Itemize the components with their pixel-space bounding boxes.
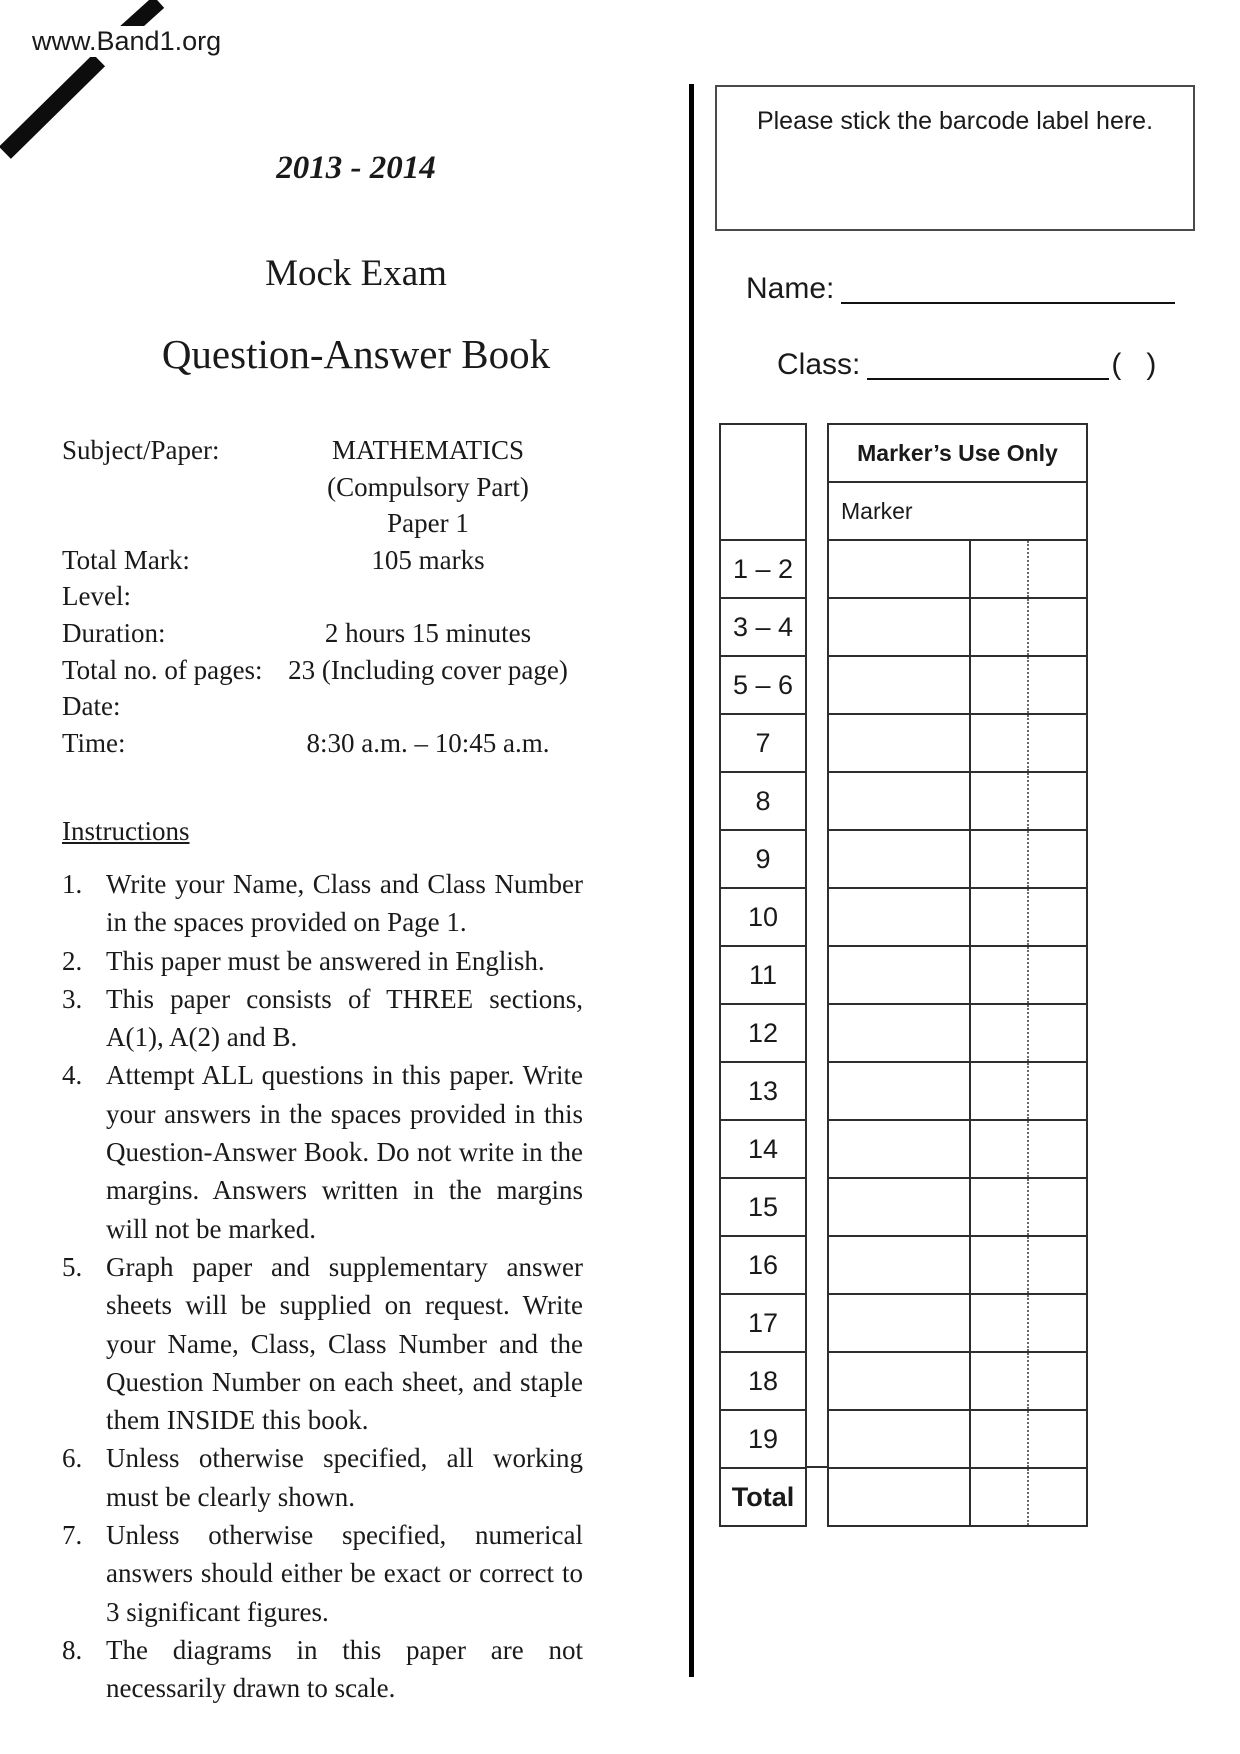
marker-row xyxy=(827,1003,1088,1063)
info-value: 8:30 a.m. – 10:45 a.m. xyxy=(306,727,550,758)
info-row xyxy=(62,578,602,615)
instruction-text: This paper consists of THREE sections, A(1), A(2) and B. xyxy=(106,983,583,1053)
marker-row xyxy=(827,1177,1088,1237)
table-gap-line xyxy=(805,1466,829,1468)
instructions-heading: Instructions xyxy=(62,816,190,846)
question-cell: 19 xyxy=(719,1409,807,1469)
instruction-text: Write your Name, Class and Class Number in the spaces provided on Page 1. xyxy=(106,869,583,938)
instruction-number: 1. xyxy=(62,869,83,899)
question-cell: 7 xyxy=(719,713,807,773)
school-year-label: 2013 - 2014 xyxy=(276,150,436,186)
instruction-item xyxy=(62,942,583,980)
info-row xyxy=(62,469,602,506)
marker-cell-right xyxy=(1029,1411,1086,1467)
instruction-number: 8. xyxy=(62,1634,83,1665)
marker-cell-right xyxy=(1029,1295,1086,1351)
marker-cell-score xyxy=(829,715,971,771)
marker-cell-mid xyxy=(971,1005,1029,1061)
info-value: MATHEMATICS xyxy=(331,435,525,465)
site-url: www.Band1.org xyxy=(28,26,225,57)
question-cell: 13 xyxy=(719,1061,807,1121)
marker-row-total xyxy=(827,1467,1088,1527)
marker-cell-score xyxy=(829,1237,971,1293)
marker-cell-right xyxy=(1029,1121,1086,1177)
marker-row xyxy=(827,945,1088,1005)
question-number-column xyxy=(719,423,807,1527)
class-underline xyxy=(867,378,1109,380)
info-row xyxy=(62,652,602,689)
book-subtitle: Question-Answer Book xyxy=(161,331,551,377)
marker-cell-mid xyxy=(971,831,1029,887)
info-value: 105 marks xyxy=(371,544,485,575)
class-row xyxy=(777,348,1156,382)
marker-cell-mid xyxy=(971,1179,1029,1235)
marker-cell-score xyxy=(829,1353,971,1409)
marker-row xyxy=(827,771,1088,831)
marker-cell-mid xyxy=(971,773,1029,829)
instruction-text: Attempt ALL questions in this paper. Write your answers in the spaces provided in this Question-Answer Book. Do not write in the margins. Answers written in the margins will not be marked. xyxy=(106,1060,583,1244)
instruction-item xyxy=(62,1248,583,1439)
info-label: Date: xyxy=(62,691,121,722)
name-label: Name: xyxy=(746,272,835,305)
page-divider xyxy=(689,84,694,1677)
marker-row xyxy=(827,1061,1088,1121)
marker-cell-score xyxy=(829,1469,971,1525)
marker-cell-right xyxy=(1029,1179,1086,1235)
info-row xyxy=(62,505,602,542)
info-label: Total Mark: xyxy=(62,544,190,575)
marker-row xyxy=(827,1409,1088,1469)
question-cell: 15 xyxy=(719,1177,807,1237)
info-label: Total no. of pages: xyxy=(62,654,263,685)
exam-info-block xyxy=(62,432,602,761)
instruction-number: 7. xyxy=(62,1520,83,1551)
logo-diagonal-stripe-lower xyxy=(0,54,105,159)
marker-row xyxy=(827,1293,1088,1353)
info-row xyxy=(62,725,602,762)
marker-row xyxy=(827,1119,1088,1179)
question-cell-empty xyxy=(719,423,807,541)
instruction-text: Unless otherwise specified, all working must be clearly shown. xyxy=(106,1443,583,1512)
marker-cell-mid xyxy=(971,599,1029,655)
info-value: Paper 1 xyxy=(387,508,469,539)
marker-cell-score xyxy=(829,1005,971,1061)
question-cell: 16 xyxy=(719,1235,807,1295)
marker-row xyxy=(827,597,1088,657)
marker-row xyxy=(827,713,1088,773)
class-number-parens: ( ) xyxy=(1111,348,1157,381)
instruction-item xyxy=(62,1439,583,1516)
marker-cell-mid xyxy=(971,1353,1029,1409)
marker-row xyxy=(827,1235,1088,1295)
question-cell: 8 xyxy=(719,771,807,831)
instruction-text: The diagrams in this paper are not necessarily drawn to scale. xyxy=(106,1634,583,1704)
marker-cell-mid xyxy=(971,1469,1029,1525)
marker-cell-mid xyxy=(971,1237,1029,1293)
instruction-text: Unless otherwise specified, numerical answers should either be exact or correct to 3 significant figures. xyxy=(106,1520,583,1627)
question-cell-total: Total xyxy=(719,1467,807,1527)
marker-table-header: Marker’s Use Only xyxy=(827,423,1088,483)
question-cell: 14 xyxy=(719,1119,807,1179)
instruction-text: Graph paper and supplementary answer sheets will be supplied on request. Write your Name, Class, Class Number and the Question Number on each sheet, and staple them INSIDE this book. xyxy=(106,1251,583,1436)
instructions-section xyxy=(62,812,583,1708)
info-label: Time: xyxy=(62,727,126,758)
info-label: Duration: xyxy=(62,617,166,648)
instruction-number: 4. xyxy=(62,1060,83,1091)
question-cell: 9 xyxy=(719,829,807,889)
marker-cell-right xyxy=(1029,1469,1086,1525)
instruction-number: 3. xyxy=(62,983,83,1014)
marker-cell-right xyxy=(1029,1063,1086,1119)
marker-cell-mid xyxy=(971,947,1029,1003)
name-underline xyxy=(841,302,1175,304)
marker-cell-mid xyxy=(971,715,1029,771)
marker-cell-score xyxy=(829,947,971,1003)
info-row xyxy=(62,688,602,725)
instruction-text: This paper must be answered in English. xyxy=(106,945,545,976)
marker-cell-right xyxy=(1029,1005,1086,1061)
question-cell: 3 – 4 xyxy=(719,597,807,657)
instruction-number: 5. xyxy=(62,1251,83,1282)
marker-cell-right xyxy=(1029,773,1086,829)
info-row xyxy=(62,615,602,652)
marker-cell-score xyxy=(829,773,971,829)
marker-cell-score xyxy=(829,1411,971,1467)
info-value: 23 (Including cover page) xyxy=(288,654,568,685)
marker-cell-mid xyxy=(971,1063,1029,1119)
marker-cell-right xyxy=(1029,1353,1086,1409)
marker-cell-right xyxy=(1029,831,1086,887)
marker-cell-mid xyxy=(971,1121,1029,1177)
question-cell: 1 – 2 xyxy=(719,539,807,599)
instruction-item xyxy=(62,1056,583,1247)
marker-row xyxy=(827,829,1088,889)
marker-cell-score xyxy=(829,1063,971,1119)
exam-title: Mock Exam xyxy=(265,253,447,294)
marker-cell-mid xyxy=(971,889,1029,945)
marker-cell-score xyxy=(829,889,971,945)
instruction-item xyxy=(62,1516,583,1631)
instruction-number: 2. xyxy=(62,945,83,976)
marker-cell-right xyxy=(1029,657,1086,713)
question-cell: 12 xyxy=(719,1003,807,1063)
marker-cell-score xyxy=(829,1179,971,1235)
marker-cell-right xyxy=(1029,947,1086,1003)
marker-cell-mid xyxy=(971,1295,1029,1351)
question-cell: 11 xyxy=(719,945,807,1005)
info-label: Subject/Paper: xyxy=(62,435,220,465)
info-row xyxy=(62,432,602,469)
marker-table-subheader: Marker xyxy=(827,481,1088,541)
instruction-item xyxy=(62,1631,583,1708)
question-cell: 5 – 6 xyxy=(719,655,807,715)
instruction-item xyxy=(62,865,583,942)
question-cell: 18 xyxy=(719,1351,807,1411)
barcode-instruction: Please stick the barcode label here. xyxy=(756,107,1154,135)
instruction-number: 6. xyxy=(62,1443,83,1474)
marker-cell-mid xyxy=(971,1411,1029,1467)
info-label: Level: xyxy=(62,581,131,612)
marker-row xyxy=(827,539,1088,599)
marker-row xyxy=(827,887,1088,947)
marker-cell-mid xyxy=(971,541,1029,597)
marker-cell-score xyxy=(829,599,971,655)
marker-cell-right xyxy=(1029,1237,1086,1293)
info-value: (Compulsory Part) xyxy=(327,471,529,502)
marker-cell-mid xyxy=(971,657,1029,713)
marker-cell-score xyxy=(829,541,971,597)
marker-row xyxy=(827,1351,1088,1411)
marker-cell-right xyxy=(1029,541,1086,597)
marker-table xyxy=(827,423,1088,1527)
question-cell: 17 xyxy=(719,1293,807,1353)
info-row xyxy=(62,542,602,579)
marker-cell-score xyxy=(829,1121,971,1177)
marker-cell-right xyxy=(1029,599,1086,655)
barcode-box xyxy=(715,85,1195,231)
question-cell: 10 xyxy=(719,887,807,947)
class-label: Class: xyxy=(777,348,861,381)
info-value: 2 hours 15 minutes xyxy=(324,617,532,648)
marker-cell-right xyxy=(1029,715,1086,771)
marker-cell-score xyxy=(829,657,971,713)
marker-row xyxy=(827,655,1088,715)
instruction-item xyxy=(62,980,583,1057)
name-row xyxy=(746,272,1175,306)
marker-cell-score xyxy=(829,831,971,887)
marker-cell-score xyxy=(829,1295,971,1351)
marker-cell-right xyxy=(1029,889,1086,945)
